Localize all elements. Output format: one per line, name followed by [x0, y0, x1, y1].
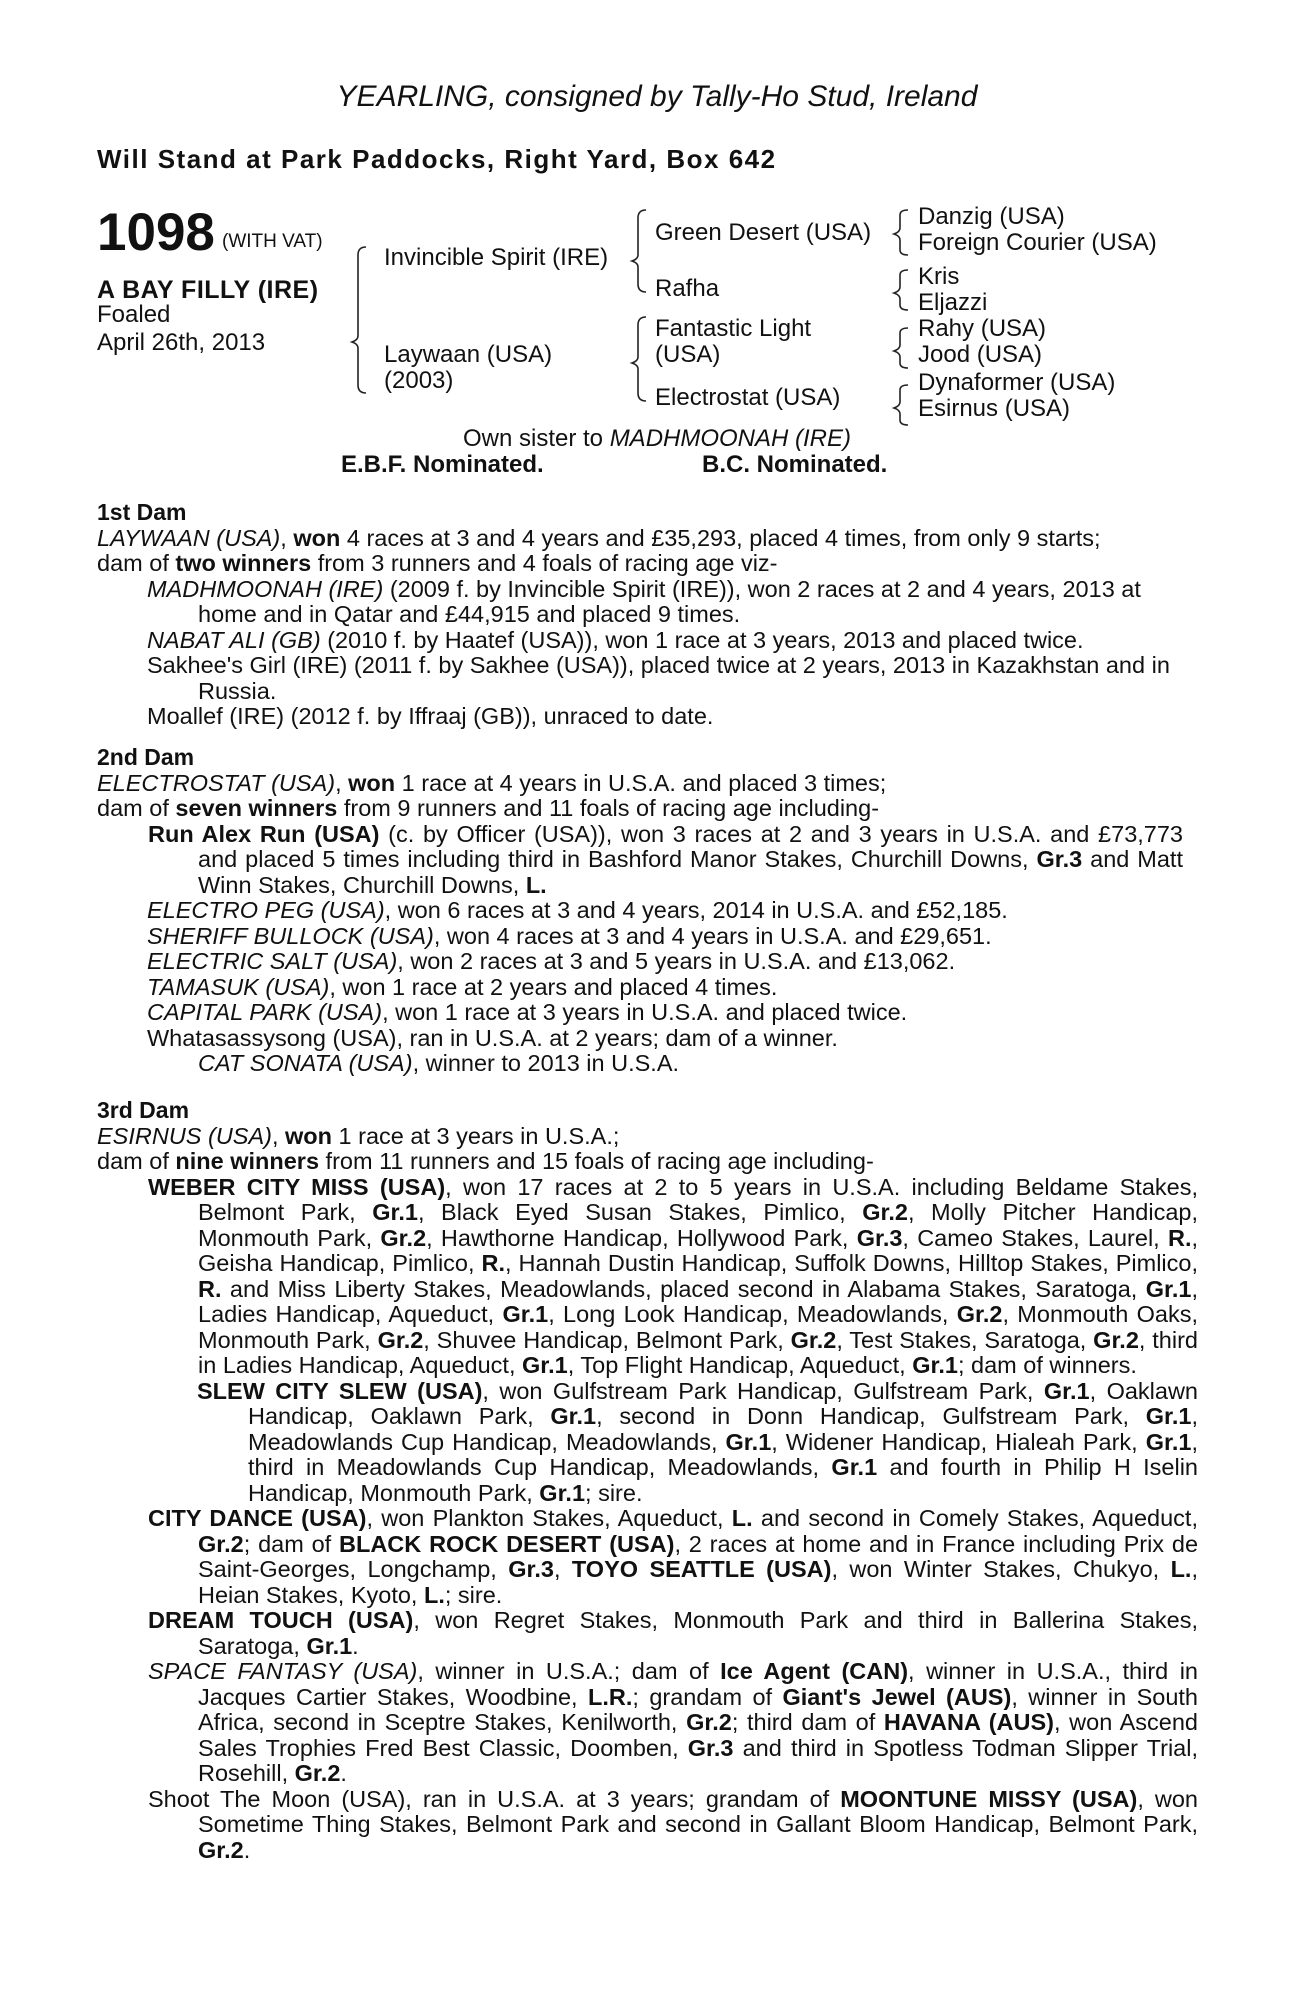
produce-entry-slew-city-slew: SLEW CITY SLEW (USA), won Gulfstream Park Handicap, Gulfstream Park, Gr.1, Oaklawn Handicap, Oaklawn Park, Gr.1, second in Donn Handicap, Gulfstream Park, Gr.1, Meadowlands Cup Handicap, Meadowlands, Gr.1, Widener Handicap, Hialeah Park, Gr.1, third in Meadowlands Cup Handicap, Meadowlands, Gr.1 and fourth in Philip H Iselin Handicap, Monmouth Park, Gr.1; sire. [197, 1377, 1198, 1506]
foaled-date: April 26th, 2013 [97, 329, 266, 356]
sire: Invincible Spirit (IRE) [384, 244, 609, 271]
second-dam-heading: 2nd Dam [97, 744, 195, 770]
produce-entry: CAPITAL PARK (USA), won 1 race at 3 years in U.S.A. and placed twice. [147, 999, 908, 1025]
dam-line2: (2003) [384, 367, 454, 394]
ggsire-4: Dynaformer (USA) [918, 369, 1116, 396]
dam-sire-line2: (USA) [655, 341, 721, 368]
dam-line1: Laywaan (USA) [384, 341, 553, 368]
ggdam-3: Jood (USA) [918, 341, 1043, 368]
produce-entry: NABAT ALI (GB) (2010 f. by Haatef (USA)), won 1 race at 3 years, 2013 and placed twice. [147, 626, 1084, 653]
produce-entry-dream-touch: DREAM TOUCH (USA), won Regret Stakes, Monmouth Park and third in Ballerina Stakes, Saratoga, Gr.1. [148, 1607, 1198, 1659]
ggdam-2: Eljazzi [918, 289, 988, 316]
produce-entry: ELECTRIC SALT (USA), won 2 races at 3 and 5 years in U.S.A. and £13,062. [147, 948, 956, 974]
produce-entry-shoot-the-moon: Shoot The Moon (USA), ran in U.S.A. at 3 years; grandam of MOONTUNE MISSY (USA), won Sometime Thing Stakes, Belmont Park and second in Gallant Bloom Handicap, Belmont Park, Gr.2. [148, 1785, 1199, 1863]
consignment-title: YEARLING, consigned by Tally-Ho Stud, Ireland [336, 80, 978, 113]
own-sister-note: Own sister to MADHMOONAH (IRE) [462, 425, 852, 452]
produce-entry: SHERIFF BULLOCK (USA), won 4 races at 3 and 4 years in U.S.A. and £29,651. [147, 922, 992, 949]
dam-sire-line1: Fantastic Light [655, 315, 812, 342]
third-dam-section: 3rd Dam ESIRNUS (USA), won 1 race at 3 years in U.S.A.; dam of nine winners from 11 runners and 15 foals of racing age including- WEBER CITY MISS (USA), won 17 races at 2 to 5 years in U.S.A. including Beldame Stakes, Belmont Park, Gr.1, Black Eyed Susan Stakes, Pimlico, Gr.2, Molly Pitcher Handicap, Monmouth Park, Gr.2, Hawthorne Handicap, Hollywood Park, Gr.3, Cameo Stakes, Laurel, R., Geisha Handicap, Pimlico, R., Hannah Dustin Handicap, Suffolk Downs, Hilltop Stakes, Pimlico, R. and Miss Liberty Stakes, Meadowlands, placed second in Alabama Stakes, Saratoga, Gr.1, Ladies Handicap, Aqueduct, Gr.1, Long Look Handicap, Meadowlands, Gr.2, Monmouth Oaks, Monmouth Park, Gr.2, Shuvee Handicap, Belmont Park, Gr.2, Test Stakes, Saratoga, Gr.2, third in Ladies Handicap, Aqueduct, Gr.1, Top Flight Handicap, Aqueduct, Gr.1; dam of winners. SLEW CITY SLEW (USA), won Gulfstream Park Handicap, Gulfstream Park, Gr.1, Oaklawn Handicap, Oaklawn Park, Gr.1, second in Donn Handicap, Gulfstream Park, Gr.1, Meadowlands Cup Handicap, Meadowlands, Gr.1, Widener Handicap, Hialeah Park, Gr.1, third in Meadowlands Cup Handicap, Meadowlands, Gr.1 and fourth in Philip H Iselin Handicap, Monmouth Park, Gr.1; sire. CITY DANCE (USA), won Plankton Stakes, Aqueduct, L. and second in Comely Stakes, Aqueduct, Gr.2; dam of BLACK ROCK DESERT (USA), 2 races at home and in France including Prix de Saint-Georges, Longchamp, Gr.3, TOYO SEATTLE (USA), won Winter Stakes, Chukyo, L., Heian Stakes, Kyoto, L.; sire. DREAM TOUCH (USA), won Regret Stakes, Monmouth Park and third in Ballerina Stakes, Saratoga, Gr.1. SPACE FANTASY (USA), winner in U.S.A.; dam of Ice Agent (CAN), winner in U.S.A., third in Jacques Cartier Stakes, Woodbine, L.R.; grandam of Giant's Jewel (AUS), winner in South Africa, second in Sceptre Stakes, Kenilworth, Gr.2; third dam of HAVANA (AUS), won Ascend Sales Trophies Fred Best Classic, Doomben, Gr.3 and third in Spotless Todman Slipper Trial, Rosehill, Gr.2. Shoot The Moon (USA), ran in U.S.A. at 3 years; grandam of MOONTUNE MISSY (USA), won Sometime Thing Stakes, Belmont Park and second in Gallant Bloom Handicap, Belmont Park, Gr.2. [97, 1097, 1199, 1863]
dam-dam: Electrostat (USA) [655, 384, 841, 411]
sire-sire: Green Desert (USA) [655, 219, 872, 246]
ggsire-2: Kris [918, 263, 960, 290]
horse-description: A BAY FILLY (IRE) [97, 276, 319, 304]
dam-name: LAYWAAN (USA) [97, 524, 281, 551]
lot-number: 1098 [97, 203, 215, 262]
vat-note: (WITH VAT) [222, 231, 323, 252]
ggdam-1: Foreign Courier (USA) [918, 229, 1157, 256]
produce-entry: ELECTRO PEG (USA), won 6 races at 3 and 4 years, 2014 in U.S.A. and £52,185. [147, 897, 1008, 923]
produce-entry-weber-city-miss: WEBER CITY MISS (USA), won 17 races at 2 to 5 years in U.S.A. including Beldame Stakes, Belmont Park, Gr.1, Black Eyed Susan Stakes, Pimlico, Gr.2, Molly Pitcher Handicap, Monmouth Park, Gr.2, Hawthorne Handicap, Hollywood Park, Gr.3, Cameo Stakes, Laurel, R., Geisha Handicap, Pimlico, R., Hannah Dustin Handicap, Suffolk Downs, Hilltop Stakes, Pimlico, R. and Miss Liberty Stakes, Meadowlands, placed second in Alabama Stakes, Saratoga, Gr.1, Ladies Handicap, Aqueduct, Gr.1, Long Look Handicap, Meadowlands, Gr.2, Monmouth Oaks, Monmouth Park, Gr.2, Shuvee Handicap, Belmont Park, Gr.2, Test Stakes, Saratoga, Gr.2, third in Ladies Handicap, Aqueduct, Gr.1, Top Flight Handicap, Aqueduct, Gr.1; dam of winners. [148, 1173, 1198, 1378]
foaled-label: Foaled [97, 301, 171, 328]
produce-entry: MADHMOONAH (IRE) (2009 f. by Invincible Spirit (IRE)), won 2 races at 2 and 4 years, 2013 at home and in Qatar and £44,915 and placed 9 times. [147, 575, 1141, 627]
sire-dam: Rafha [655, 275, 720, 302]
ebf-nomination: E.B.F. Nominated. [341, 451, 544, 478]
produce-entry: Sakhee's Girl (IRE) (2011 f. by Sakhee (USA)), placed twice at 2 years, 2013 in Kazakhstan and in Russia. [147, 652, 1170, 704]
stand-location: Will Stand at Park Paddocks, Right Yard, Box 642 [97, 144, 777, 174]
ggsire-1: Danzig (USA) [918, 203, 1065, 230]
third-dam-heading: 3rd Dam [97, 1097, 190, 1123]
first-dam-heading: 1st Dam [97, 499, 187, 525]
produce-entry-space-fantasy: SPACE FANTASY (USA), winner in U.S.A.; dam of Ice Agent (CAN), winner in U.S.A., third in Jacques Cartier Stakes, Woodbine, L.R.; grandam of Giant's Jewel (AUS), winner in South Africa, second in Sceptre Stakes, Kenilworth, Gr.2; third dam of HAVANA (AUS), won Ascend Sales Trophies Fred Best Classic, Doomben, Gr.3 and third in Spotless Todman Slipper Trial, Rosehill, Gr.2. [148, 1658, 1199, 1786]
produce-entry: Moallef (IRE) (2012 f. by Iffraaj (GB)), unraced to date. [147, 703, 714, 729]
produce-entry: Run Alex Run (USA) (c. by Officer (USA)), won 3 races at 2 and 3 years in U.S.A. and £73,773 and placed 5 times including third in Bashford Manor Stakes, Churchill Downs, Gr.3 and Matt Winn Stakes, Churchill Downs, L. [148, 820, 1184, 898]
produce-entry: Whatasassysong (USA), ran in U.S.A. at 2 years; dam of a winner. [147, 1024, 838, 1051]
ggdam-4: Esirnus (USA) [918, 395, 1071, 422]
own-sister-name: MADHMOONAH (IRE) [609, 425, 852, 452]
first-dam-section: 1st Dam LAYWAAN (USA), won 4 races at 3 and 4 years and £35,293, placed 4 times, from only 9 starts; dam of two winners from 3 runners and 4 foals of racing age viz- MADHMOONAH (IRE) (2009 f. by Invincible Spirit (IRE)), won 2 races at 2 and 4 years, 2013 at home and in Qatar and £44,915 and placed 9 times. NABAT ALI (GB) (2010 f. by Haatef (USA)), won 1 race at 3 years, 2013 and placed twice. Sakhee's Girl (IRE) (2011 f. by Sakhee (USA)), placed twice at 2 years, 2013 in Kazakhstan and in Russia. Moallef (IRE) (2012 f. by Iffraaj (GB)), unraced to date. [97, 500, 1197, 730]
bc-nomination: B.C. Nominated. [702, 451, 888, 478]
ggsire-3: Rahy (USA) [918, 315, 1047, 342]
produce-entry: TAMASUK (USA), won 1 race at 2 years and placed 4 times. [147, 973, 778, 1000]
produce-entry-city-dance: CITY DANCE (USA), won Plankton Stakes, Aqueduct, L. and second in Comely Stakes, Aqueduct, Gr.2; dam of BLACK ROCK DESERT (USA), 2 races at home and in France including Prix de Saint-Georges, Longchamp, Gr.3, TOYO SEATTLE (USA), won Winter Stakes, Chukyo, L., Heian Stakes, Kyoto, L.; sire. [148, 1505, 1199, 1608]
grandproduce-entry: CAT SONATA (USA), winner to 2013 in U.S.A. [198, 1050, 680, 1076]
second-dam-section: 2nd Dam ELECTROSTAT (USA), won 1 race at 4 years in U.S.A. and placed 3 times; dam of seven winners from 9 runners and 11 foals of racing age including- Run Alex Run (USA) (c. by Officer (USA)), won 3 races at 2 and 3 years in U.S.A. and £73,773 and placed 5 times including third in Bashford Manor Stakes, Churchill Downs, Gr.3 and Matt Winn Stakes, Churchill Downs, L. ELECTRO PEG (USA), won 6 races at 3 and 4 years, 2014 in U.S.A. and £52,185. SHERIFF BULLOCK (USA), won 4 races at 3 and 4 years in U.S.A. and £29,651. ELECTRIC SALT (USA), won 2 races at 3 and 5 years in U.S.A. and £13,062. TAMASUK (USA), won 1 race at 2 years and placed 4 times. CAPITAL PARK (USA), won 1 race at 3 years in U.S.A. and placed twice. Whatasassysong (USA), ran in U.S.A. at 2 years; dam of a winner. CAT SONATA (USA), winner to 2013 in U.S.A. [97, 744, 1184, 1076]
